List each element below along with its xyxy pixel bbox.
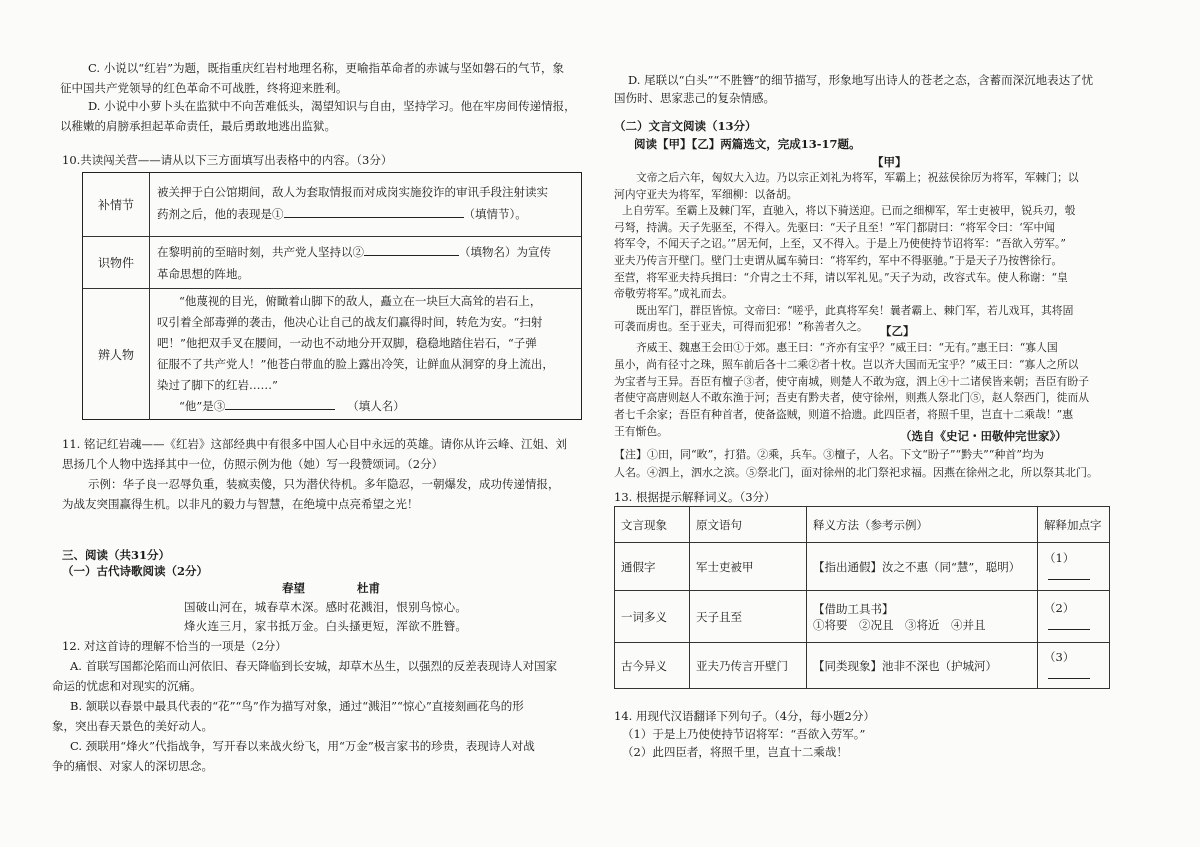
sentence-cell: 军士吏被甲 [690,543,807,591]
passage-source: （选自《史记・田敬仲完世家》） [900,429,1067,443]
passage-line: 弓弩，持满。天子先驱至，不得入。先驱曰：“天子且至！”军门都尉曰：“将军令曰：‘军中闻 [614,220,1056,234]
question-14-item-2: （2）此四臣者，将照千里，岂直十二乘哉！ [622,745,848,759]
option-c-line1: C. 小说以“红岩”为题，既指重庆红岩村地理名称，更喻指革命者的赤诚与坚如磐石的气节，象 [88,61,564,75]
passage-jia [614,170,1114,336]
answer-cell[interactable]: （1） [1038,543,1110,591]
row-content [157,291,575,417]
table-row [83,173,581,237]
passage-line: 上自劳军。至霸上及棘门军，直驰入，将以下骑送迎。已而之细柳军，军士吏被甲，锐兵刃，彀 [622,204,1076,218]
question-13-title: 13. 根据提示解释词义。（3分） [614,490,776,504]
answer-cell[interactable]: （3） [1038,643,1110,689]
row-text: “他”是③ （填人名） [157,396,575,417]
poem-line-2: 烽火连三月，家书抵万金。白头搔更短，浑欲不胜簪。 [184,619,468,633]
question-10-table [82,172,582,420]
row-content [157,181,575,225]
method-cell: 【借助工具书】 ①将要 ②况且 ③将近 ④并且 [807,591,1038,643]
sentence-cell: 天子且至 [690,591,807,643]
poem-title: 春望 [282,581,305,595]
q12-option-c-line1: C. 颈联用“烽火”代指战争，写开春以来战火纷飞，用“万金”极言家书的珍贵，表现诗人对战 [70,739,535,753]
passage-line: 齐威王、魏惠王会田①于郊。惠王曰：“齐亦有宝乎？”威王曰：“无有。”惠王曰：“寡人国 [636,341,1058,354]
type-cell: 一词多义 [615,591,690,643]
notes-line-1: 【注】①田，同“畋”，打猎。②乘，兵车。③檀子，人名。下文“盼子”“黔夫”“种首”均为 [614,448,1044,461]
q12-option-a-line2: 命运的忧虑和对现实的沉痛。 [52,679,202,693]
question-13-table [614,506,1110,689]
table-row [83,289,581,420]
passage-line: 将军令，不闻天子之诏。’”居无何，上至，又不得入。于是上乃使使持节诏将军：“吾欲入劳军。” [614,237,1066,251]
header-cell: 解释加点字 [1038,507,1110,543]
table-header-row [615,507,1110,543]
question-11-line2: 思扬几个人物中选择其中一位，仿照示例为他（她）写一段赞颂词。（2分） [62,457,444,471]
passage-yi-tag: 【乙】 [880,324,915,338]
passage-line: 帝敬劳将军。”成礼而去。 [614,287,733,301]
header-cell: 文言现象 [615,507,690,543]
section-3-1-heading: （一）古代诗歌阅读（2分） [62,564,209,578]
row-text: 被关押于白公馆期间，敌人为套取情报而对成岗实施狡诈的审讯手段注射读实 [157,185,548,199]
row-text: 征服不了共产党人！”他苍白带血的脸上露出冷笑，让鲜血从洞穿的身上流出， [157,357,554,371]
passage-line: 至营，将军亚夫持兵揖曰：“介胄之士不拜，请以军礼见。”天子为动，改容式车。使人称谢：“皇 [614,270,1068,284]
row-text: 染过了脚下的红岩……” [157,378,278,392]
row-text: 革命思想的阵地。 [157,267,249,281]
passage-line: 亚夫乃传言开壁门。壁门士吏谓从属车骑曰：“将军约，军中不得驱驰。”于是天子乃按辔徐行。 [614,253,1063,267]
question-14-title: 14. 用现代汉语翻译下列句子。（4分，每小题2分） [614,709,875,723]
passage-line: 河内守亚夫为将军，军细柳：以备胡。 [614,187,798,201]
row-text: 药剂之后，他的表现是① （填情节）。 [157,203,575,225]
question-10-title: 10.共读闯关营——请从以下三方面填写出表格中的内容。（3分） [62,153,393,167]
q12-option-a-line1: A. 首联写国都沦陷而山河依旧、春天降临到长安城，却草木丛生，以强烈的反差表现诗人对国家 [70,659,558,673]
section-3-heading: 三、阅读（共31分） [62,548,171,562]
row-text: “他蔑视的目光，俯瞰着山脚下的敌人，矗立在一块巨大高耸的岩石上， [179,294,542,308]
passage-yi [614,340,1114,441]
passage-line: 文帝之后六年，匈奴大入边。乃以宗正刘礼为将军，军霸上；祝兹侯徐厉为将军，军棘门；以 [636,171,1079,184]
table-row [83,237,581,289]
table-row [615,591,1110,643]
row-content [157,241,575,285]
q12-option-b-line1: B. 颔联以春景中最具代表的“花”“鸟”作为描写对象，通过“溅泪”“惊心”直接刻画花鸟的形 [70,699,524,713]
example-line2: 为战友突围赢得生机。以非凡的毅力与智慧，在绝境中点亮希望之光！ [62,497,419,511]
answer-cell[interactable]: （2） [1038,591,1110,643]
question-11-line1: 11. 铭记红岩魂——《红岩》这部经典中有很多中国人心目中永远的英雄。请你从许云峰、江姐、刘 [62,437,567,451]
table-row [615,543,1110,591]
poem-line-1: 国破山河在，城春草木深。感时花溅泪，恨别鸟惊心。 [184,600,468,614]
option-d-line1: D. 小说中小萝卜头在监狱中不向苦难低头，渴望知识与自由，坚持学习。他在牢房间传递情报， [88,99,576,113]
answer-blank-3[interactable] [225,396,335,410]
header-cell: 原文语句 [690,507,807,543]
option-d-poem-line2: 国伤时、思家悲己的复杂情感。 [614,91,775,105]
passage-line: 为宝者与王异。吾臣有檀子③者，使守南城，则楚人不敢为寇，泗上④十二诸侯皆来朝；吾臣有盼子 [614,374,1090,388]
row-label: 识物件 [83,237,150,288]
notes-line-2: 人名。④泗上，泗水之滨。⑤祭北门，面对徐州的北门祭祀求福。因燕在徐州之北，所以祭其北门。 [614,466,1098,479]
option-d-line2: 以稚嫩的肩膀承担起革命责任，最后勇敢地逃出监狱。 [60,119,336,133]
question-14-item-1: （1）于是上乃使使持节诏将军：“吾欲入劳军。” [622,727,866,741]
passage-line: 虽小，尚有径寸之珠，照车前后各十二乘②者十枚。岂以齐大国而无宝乎？”威王曰：“寡人之所以 [614,357,1079,371]
passage-line: 者使守高唐则赵人不敢东渔于河；吾吏有黔夫者，使守徐州，则燕人祭北门⑤，赵人祭西门，徙而从 [614,391,1090,405]
reading-instruction: 阅读【甲】【乙】两篇选文，完成13-17题。 [634,137,861,151]
question-12-title: 12. 对这首诗的理解不恰当的一项是（2分） [62,639,287,653]
passage-line: 者七千余家；吾臣有种首者，使备盗贼，则道不拾遗。此四臣者，将照千里，岂直十二乘哉！”惠 [614,408,1073,422]
row-text: 吧！”他把双手叉在腰间，一动也不动地分开双脚，稳稳地踏住岩石，“子弹 [157,336,537,350]
row-text: 在黎明前的至暗时刻，共产党人坚持以② （填物名）为宣传 [157,241,575,263]
option-c-line2: 征中国共产党领导的红色革命不可战胜，终将迎来胜利。 [60,81,348,95]
passage-line: 既出军门，群臣皆惊。文帝曰：“嗟乎，此真将军矣！曩者霸上、棘门军，若儿戏耳，其将固 [636,303,1074,317]
answer-blank-2[interactable] [364,242,459,256]
section-2-heading: （二）文言文阅读（13分） [614,119,757,133]
row-label: 辨人物 [83,289,150,420]
method-cell: 【同类现象】池非不深也（护城河） [807,643,1038,689]
header-cell: 释义方法（参考示例） [807,507,1038,543]
answer-blank-1[interactable] [284,204,464,218]
passage-line: 可袭而虏也。至于亚夫，可得而犯邪！”称善者久之。 [614,320,868,334]
row-label: 补情节 [83,173,150,236]
poem-author: 杜甫 [357,581,380,595]
example-line1: 示例：华子良一忍辱负重，装疯卖傻，只为潜伏待机。多年隐忍，一朝爆发，成功传递情报， [88,477,560,491]
type-cell: 通假字 [615,543,690,591]
sentence-cell: 亚夫乃传言开壁门 [690,643,807,689]
q12-option-c-line2: 争的痛恨、对家人的深切思念。 [52,759,213,773]
passage-line: 王有惭色。 [614,424,668,438]
row-text: 叹引着全部毒弹的袭击，他决心让自己的战友们赢得时间，转危为安。“扫射 [157,315,543,329]
method-cell: 【指出通假】汝之不惠（同“慧”，聪明） [807,543,1038,591]
type-cell: 古今异义 [615,643,690,689]
table-row [615,643,1110,689]
option-d-poem-line1: D. 尾联以“白头”“不胜簪”的细节描写，形象地写出诗人的苍老之态，含蓄而深沉地表达了忧 [628,73,1094,87]
q12-option-b-line2: 象，突出春天景色的美好动人。 [52,719,213,733]
passage-jia-tag: 【甲】 [872,155,907,169]
